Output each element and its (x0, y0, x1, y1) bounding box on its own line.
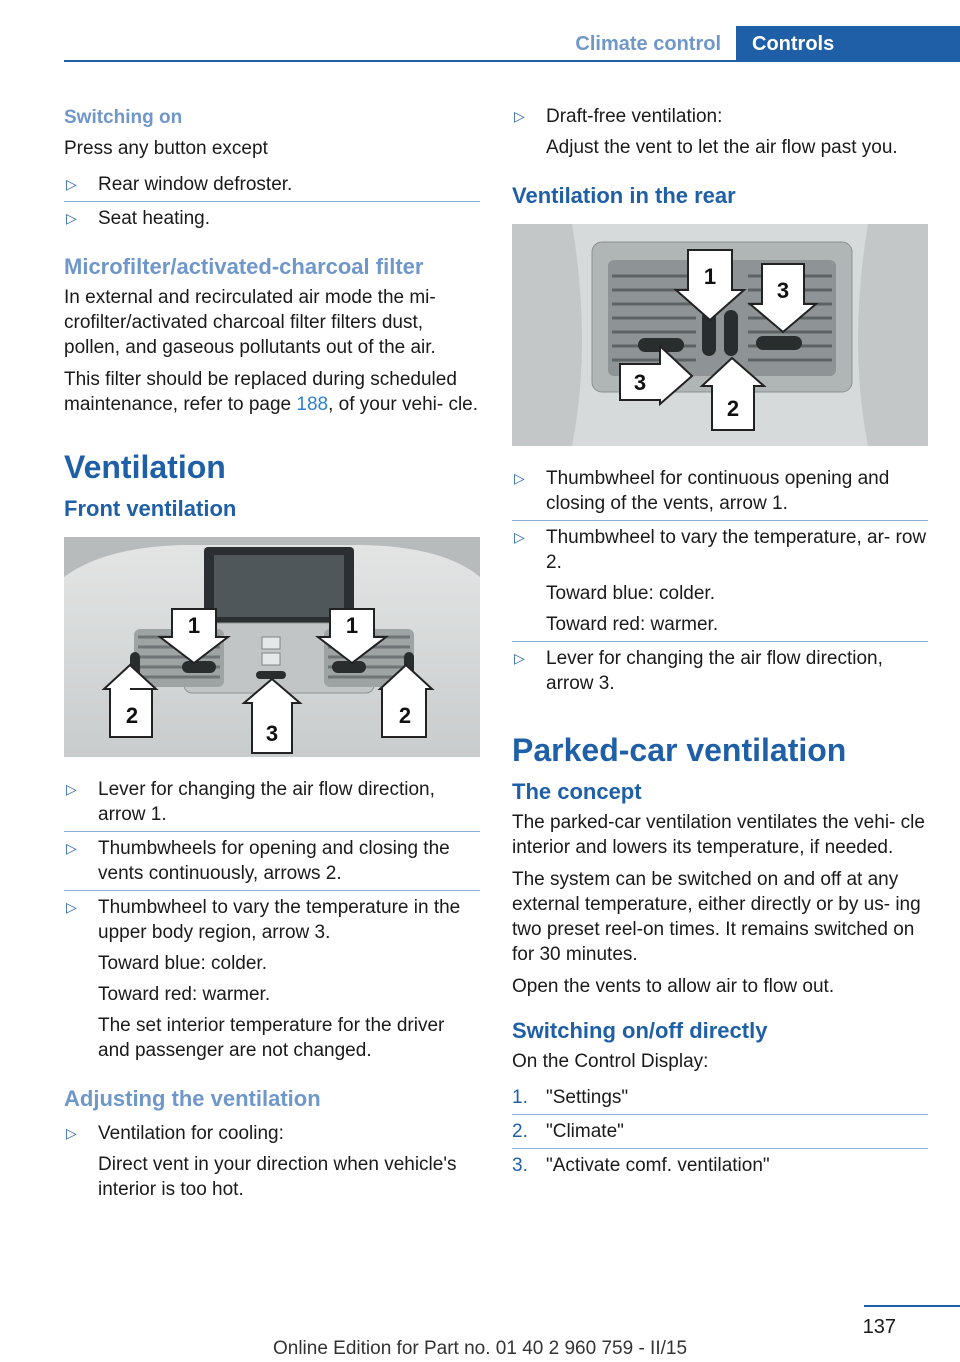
list-item: 3. "Activate comf. ventilation" (512, 1155, 770, 1176)
footer-edition: Online Edition for Part no. 01 40 2 960 759 - II/15 (272, 1338, 688, 1359)
figure-label: 1 (187, 613, 201, 638)
concept-heading: The concept (512, 779, 642, 804)
list-item: ▷ Thumbwheel to vary the temperature in the upper body region, arrow 3. Toward blue: colder. Toward red: warmer. The set interior temperature for the driver and passenger are not changed. (66, 897, 461, 1061)
figure-label: 3 (776, 278, 790, 303)
front-ventilation-figure (64, 537, 480, 757)
switching-on-heading: Switching on (64, 107, 183, 128)
page-number: 137 (862, 1316, 896, 1338)
page-link[interactable]: 188 (296, 394, 329, 415)
header-rule (64, 60, 960, 62)
triangle-bullet-icon: ▷ (66, 176, 77, 192)
switching-on-text: Press any button except (64, 138, 268, 159)
triangle-bullet-icon: ▷ (66, 899, 77, 915)
concept-paragraph-2: The system can be switched on and off at any external temperature, either directly or by us‐ ing two preset reel-on times. It remains switched on for 30 minutes. (512, 869, 921, 965)
adjusting-list (64, 1117, 480, 1206)
header-chapter-tab: Controls (736, 26, 960, 62)
ventilation-title: Ventilation (64, 449, 226, 485)
concept-paragraph-3: Open the vents to allow air to flow out. (512, 976, 835, 997)
switching-directly-steps (512, 1081, 928, 1182)
adjusting-heading: Adjusting the ventilation (64, 1086, 321, 1111)
figure-label: 2 (398, 703, 412, 728)
filter-paragraph-2: This filter should be replaced during scheduled maintenance, refer to page 188, of your vehi‐ cle. (64, 369, 479, 415)
right-column (512, 100, 928, 1182)
rear-ventilation-heading: Ventilation in the rear (512, 183, 736, 208)
list-item: ▷ Rear window defroster. (64, 168, 480, 202)
switching-directly-text: On the Control Display: (512, 1051, 709, 1072)
triangle-bullet-icon: ▷ (66, 840, 77, 856)
triangle-bullet-icon: ▷ (66, 781, 77, 797)
list-item: ▷ Thumbwheel to vary the temperature, ar‐ row 2. Toward blue: colder. Toward red: warmer. (512, 521, 928, 642)
figure-label: 1 (345, 613, 359, 638)
figure-label: 1 (703, 264, 717, 289)
figure-label: 2 (726, 396, 740, 421)
header-section-title: Climate control (575, 33, 721, 55)
triangle-bullet-icon: ▷ (66, 210, 77, 226)
filter-heading: Microfilter/activated-charcoal filter (64, 254, 424, 279)
triangle-bullet-icon: ▷ (514, 108, 525, 124)
left-column (64, 100, 480, 1206)
filter-paragraph-1: In external and recirculated air mode the mi‐ crofilter/activated charcoal filter filters dust, pollen, and gaseous pollutants out of the air. (64, 287, 436, 358)
list-item: ▷ Thumbwheels for opening and closing the vents continuously, arrows 2. (64, 832, 480, 891)
list-item: ▷ Seat heating. (66, 208, 210, 229)
switching-directly-heading: Switching on/off directly (512, 1018, 768, 1043)
draft-list (512, 100, 928, 164)
triangle-bullet-icon: ▷ (514, 650, 525, 666)
front-ventilation-list (64, 773, 480, 1067)
rear-ventilation-figure (512, 224, 928, 446)
list-item: ▷ Draft-free ventilation: Adjust the vent to let the air flow past you. (514, 106, 898, 158)
front-ventilation-heading: Front ventilation (64, 496, 237, 521)
concept-paragraph-1: The parked-car ventilation ventilates the vehi‐ cle interior and lowers its temperature, if needed. (512, 812, 925, 858)
parked-car-ventilation-title: Parked-car ventilation (512, 732, 847, 768)
list-item: 2. "Climate" (512, 1115, 928, 1149)
footer-rule (864, 1305, 960, 1307)
rear-ventilation-list (512, 462, 928, 700)
list-item: ▷ Lever for changing the air flow direction, arrow 3. (514, 648, 883, 694)
list-item: 1. "Settings" (512, 1081, 928, 1115)
list-item: ▷ Lever for changing the air flow direction, arrow 1. (64, 773, 480, 832)
list-item: ▷ Thumbwheel for continuous opening and closing of the vents, arrow 1. (512, 462, 928, 521)
triangle-bullet-icon: ▷ (514, 529, 525, 545)
triangle-bullet-icon: ▷ (66, 1125, 77, 1141)
list-item: ▷ Ventilation for cooling: Direct vent in your direction when vehicle's interior is too hot. (66, 1123, 457, 1200)
figure-label: 3 (633, 370, 647, 395)
figure-label: 3 (265, 721, 279, 746)
triangle-bullet-icon: ▷ (514, 470, 525, 486)
figure-label: 2 (125, 703, 139, 728)
switching-on-list (64, 168, 480, 235)
